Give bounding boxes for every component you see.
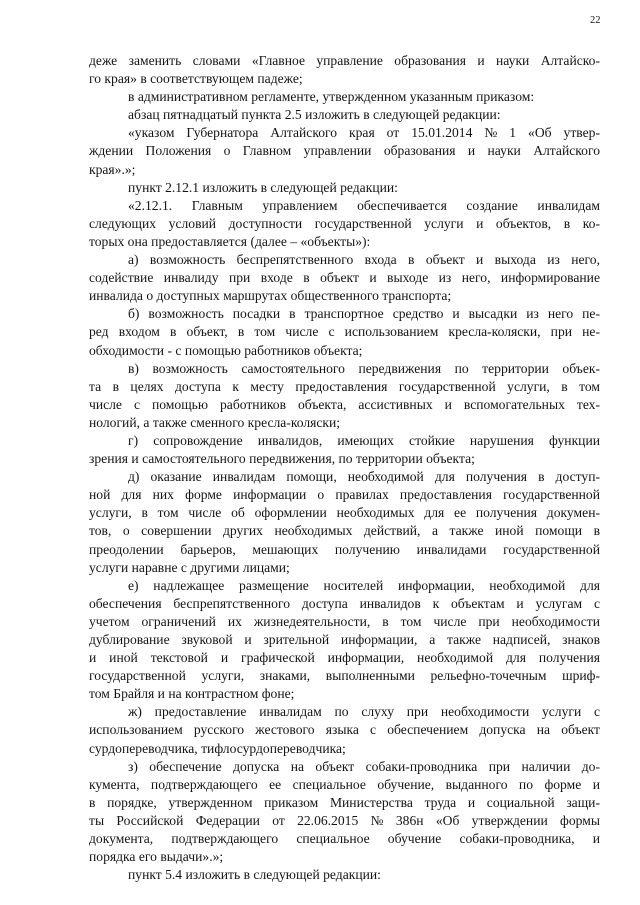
text-line: ты Российской Федерации от 22.06.2015 № 386н «Об утверждении формы <box>89 812 600 828</box>
text-line: та в целях доступа к месту предоставления государственной услуги, в том <box>89 378 600 394</box>
text-line: з) обеспечение допуска на объект собаки-проводника при наличии до- <box>128 758 600 774</box>
text-line: учетом ограничений их жизнедеятельности, в том числе при необходимости <box>89 613 600 629</box>
text-line: услуги наравне с другими лицами; <box>89 559 290 575</box>
text-line: сурдопереводчика, тифлосурдопереводчика; <box>89 740 346 756</box>
text-line: и иной текстовой и графической информации, необходимой для получения <box>89 650 600 666</box>
text-line: б) возможность посадки в транспортное средство и высадки из него пе- <box>128 306 600 322</box>
text-line: услуги, в том числе об оформлении необходимых для ее получения докумен- <box>89 505 600 521</box>
text-line: тов, о совершении других необходимых действий, а также иной помощи в <box>89 523 600 539</box>
text-line: числе с помощью работников объекта, ассистивных и вспомогательных тех- <box>89 396 600 412</box>
text-line: абзац пятнадцатый пункта 2.5 изложить в следующей редакции: <box>128 107 501 123</box>
text-line: ждении Положения о Главном управлении образования и науки Алтайского <box>89 143 600 159</box>
text-line: ной для них форме информации о правилах предоставления государственной <box>89 487 600 503</box>
text-line: преодолении барьеров, мешающих получению инвалидами государственной <box>89 541 600 557</box>
text-line: том Брайля и на контрастном фоне; <box>89 686 295 702</box>
text-line: дублирование звуковой и зрительной информации, а также надписей, знаков <box>89 632 600 647</box>
text-line: обеспечения беспрепятственного доступа инвалидов к объектам и услугам с <box>89 595 600 611</box>
text-line: обходимости - с помощью работников объекта; <box>89 342 363 358</box>
text-line: нологий, а также сменного кресла-коляски; <box>89 414 341 430</box>
text-line: деже заменить словами «Главное управление образования и науки Алтайско- <box>89 53 600 68</box>
text-line: «2.12.1. Главным управлением обеспечивается создание инвалидам <box>128 197 600 213</box>
text-line: края».»; <box>89 161 136 177</box>
text-line: инвалида о доступных маршрутах общественного транспорта; <box>89 288 452 304</box>
text-line: а) возможность беспрепятственного входа в объект и выхода из него, <box>128 252 600 268</box>
text-line: в порядке, утвержденном приказом Министерства труда и социальной защи- <box>89 794 600 810</box>
text-line: следующих условий доступности государственной услуги и объектов, в ко- <box>89 215 600 231</box>
text-line: «указом Губернатора Алтайского края от 15.01.2014 № 1 «Об утвер- <box>128 125 600 141</box>
text-line: г) сопровождение инвалидов, имеющих стойкие нарушения функции <box>128 432 600 448</box>
text-line: содействие инвалиду при входе в объект и выходе из него, информирование <box>89 270 600 286</box>
text-line: в) возможность самостоятельного передвижения по территории объек- <box>128 360 600 376</box>
text-line: использованием русского жестового языка с обеспечением допуска на объект <box>89 722 600 738</box>
text-line: зрения и самостоятельного передвижения, по территории объекта; <box>89 451 475 467</box>
text-line: д) оказание инвалидам помощи, необходимой для получения в доступ- <box>128 469 600 485</box>
text-line: ж) предоставление инвалидам по слуху при необходимости услуги с <box>128 704 600 720</box>
page-number: 22 <box>590 15 601 26</box>
text-line: пункт 2.12.1 изложить в следующей редакции: <box>128 179 398 195</box>
text-line: торых она предоставляется (далее – «объекты»): <box>89 233 371 249</box>
text-line: кумента, подтверждающего ее специальное обучение, выданного по форме и <box>89 776 600 792</box>
text-line: документа, подтверждающего специальное обучение собаки-проводника, и <box>89 831 600 847</box>
document-body <box>89 52 600 884</box>
text-line: го края» в соответствующем падеже; <box>89 71 303 87</box>
text-line: порядка его выдачи».»; <box>89 849 224 865</box>
text-line: в административном регламенте, утвержденном указанным приказом: <box>128 89 535 105</box>
text-line: пункт 5.4 изложить в следующей редакции: <box>128 867 381 883</box>
text-line: ред входом в объект, в том числе с использованием кресла-коляски, при не- <box>89 324 600 340</box>
text-line: е) надлежащее размещение носителей информации, необходимой для <box>128 577 600 593</box>
text-line: государственной услуги, знаками, выполненными рельефно-точечным шриф- <box>89 668 600 684</box>
